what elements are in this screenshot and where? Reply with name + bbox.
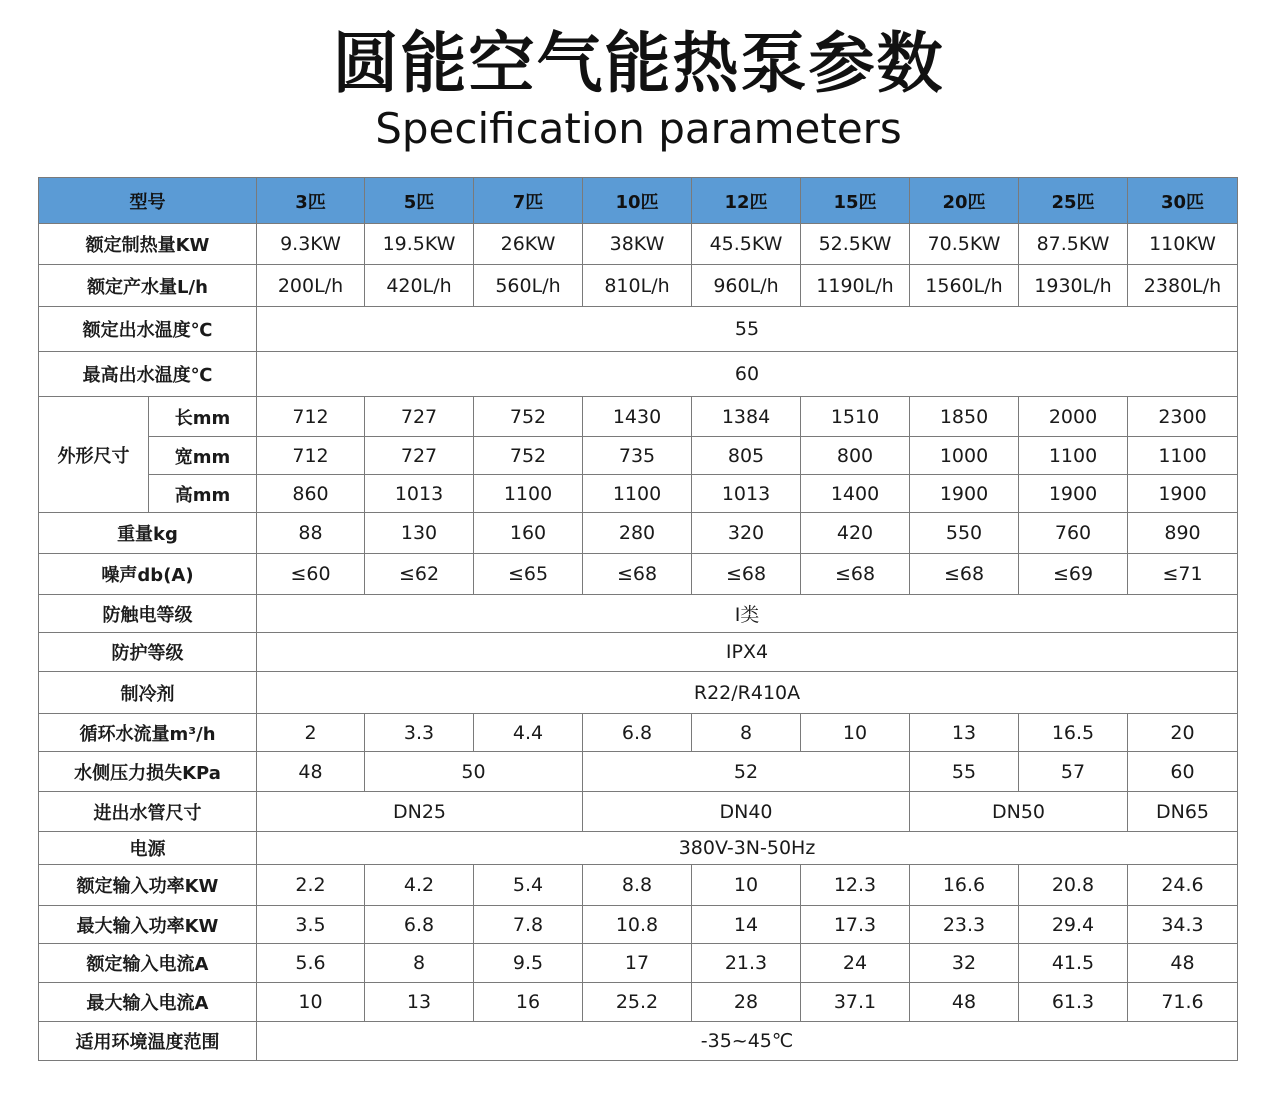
spec-table [38,177,1238,1061]
value-cell: 1190L/h [801,265,910,307]
value-cell: 41.5 [1019,944,1128,983]
value-cell: 2380L/h [1128,265,1238,307]
value-cell: 550 [910,513,1019,554]
value-cell: 420 [801,513,910,554]
value-cell: ≤68 [692,554,801,595]
value-cell: 10 [801,714,910,752]
value-cell: 10.8 [583,906,692,944]
value-cell: 727 [365,397,474,437]
value-cell: 23.3 [910,906,1019,944]
value-cell: DN65 [1128,792,1238,832]
value-cell: 1000 [910,437,1019,475]
row-label: 最大输入功率KW [39,906,257,944]
table-row [39,906,1238,944]
table-row [39,352,1238,397]
sub-row-label: 宽mm [149,437,257,475]
value-cell: 560L/h [474,265,583,307]
value-cell: 26KW [474,224,583,265]
value-cell: 55 [257,307,1238,352]
value-cell: -35~45℃ [257,1022,1238,1061]
row-label: 额定输入电流A [39,944,257,983]
table-row [39,983,1238,1022]
value-cell: 8 [365,944,474,983]
value-cell: 110KW [1128,224,1238,265]
table-row [39,672,1238,714]
sub-row-label: 长mm [149,397,257,437]
value-cell: 60 [1128,752,1238,792]
value-cell: 17 [583,944,692,983]
value-cell: 52.5KW [801,224,910,265]
model-cell: 10匹 [583,178,692,224]
row-label: 重量kg [39,513,257,554]
row-label: 制冷剂 [39,672,257,714]
row-label: 额定出水温度℃ [39,307,257,352]
value-cell: ≤71 [1128,554,1238,595]
value-cell: 70.5KW [910,224,1019,265]
value-cell: 71.6 [1128,983,1238,1022]
table-row [39,595,1238,633]
value-cell: 752 [474,397,583,437]
value-cell: 1013 [692,475,801,513]
row-label: 噪声db(A) [39,554,257,595]
value-cell: 3.5 [257,906,365,944]
value-cell: 5.6 [257,944,365,983]
row-label: 额定制热量KW [39,224,257,265]
row-label: 水侧压力损失KPa [39,752,257,792]
value-cell: ≤68 [583,554,692,595]
value-cell: 34.3 [1128,906,1238,944]
value-cell: 160 [474,513,583,554]
table-row [39,307,1238,352]
table-row [39,513,1238,554]
value-cell: 130 [365,513,474,554]
table-row [39,265,1238,307]
value-cell: 1400 [801,475,910,513]
value-cell: 1560L/h [910,265,1019,307]
model-cell: 7匹 [474,178,583,224]
value-cell: ≤69 [1019,554,1128,595]
value-cell: 38KW [583,224,692,265]
value-cell: 810L/h [583,265,692,307]
value-cell: 760 [1019,513,1128,554]
table-row [39,714,1238,752]
value-cell: 55 [910,752,1019,792]
value-cell: 890 [1128,513,1238,554]
value-cell: 88 [257,513,365,554]
value-cell: ≤68 [910,554,1019,595]
value-cell: 1930L/h [1019,265,1128,307]
value-cell: 5.4 [474,865,583,906]
value-cell: 7.8 [474,906,583,944]
row-label: 进出水管尺寸 [39,792,257,832]
value-cell: 10 [692,865,801,906]
value-cell: 24.6 [1128,865,1238,906]
value-cell: 1384 [692,397,801,437]
value-cell: 20.8 [1019,865,1128,906]
value-cell: 48 [910,983,1019,1022]
value-cell: 19.5KW [365,224,474,265]
value-cell: 21.3 [692,944,801,983]
table-row [39,437,1238,475]
value-cell: 1850 [910,397,1019,437]
value-cell: 800 [801,437,910,475]
value-cell: 29.4 [1019,906,1128,944]
page-subtitle: Specification parameters [375,104,902,153]
value-cell: 200L/h [257,265,365,307]
value-cell: 280 [583,513,692,554]
row-label: 防护等级 [39,633,257,672]
value-cell: 8.8 [583,865,692,906]
value-cell: DN50 [910,792,1128,832]
value-cell: 13 [910,714,1019,752]
row-label: 适用环境温度范围 [39,1022,257,1061]
value-cell: 805 [692,437,801,475]
value-cell: 860 [257,475,365,513]
header-row [39,178,1238,224]
value-cell: 17.3 [801,906,910,944]
table-row [39,554,1238,595]
value-cell: 60 [257,352,1238,397]
table-row [39,397,1238,437]
row-label: 循环水流量m³/h [39,714,257,752]
value-cell: ≤62 [365,554,474,595]
model-cell: 3匹 [257,178,365,224]
row-label: 防触电等级 [39,595,257,633]
table-row [39,475,1238,513]
table-row [39,792,1238,832]
value-cell: 6.8 [365,906,474,944]
value-cell: 1900 [1128,475,1238,513]
value-cell: 20 [1128,714,1238,752]
model-cell: 30匹 [1128,178,1238,224]
table-row [39,865,1238,906]
value-cell: 752 [474,437,583,475]
value-cell: 1100 [583,475,692,513]
value-cell: 1900 [1019,475,1128,513]
value-cell: IPX4 [257,633,1238,672]
value-cell: 48 [1128,944,1238,983]
value-cell: I类 [257,595,1238,633]
value-cell: ≤68 [801,554,910,595]
value-cell: 1900 [910,475,1019,513]
row-label: 额定产水量L/h [39,265,257,307]
value-cell: ≤65 [474,554,583,595]
value-cell: 420L/h [365,265,474,307]
value-cell: DN25 [257,792,583,832]
value-cell: 10 [257,983,365,1022]
value-cell: 1100 [474,475,583,513]
value-cell: 61.3 [1019,983,1128,1022]
value-cell: 1510 [801,397,910,437]
value-cell: DN40 [583,792,910,832]
table-row [39,1022,1238,1061]
value-cell: 2000 [1019,397,1128,437]
value-cell: 1430 [583,397,692,437]
model-cell: 25匹 [1019,178,1128,224]
sub-row-label: 高mm [149,475,257,513]
value-cell: 50 [365,752,583,792]
value-cell: 4.4 [474,714,583,752]
value-cell: 1013 [365,475,474,513]
value-cell: 727 [365,437,474,475]
value-cell: 4.2 [365,865,474,906]
value-cell: 2 [257,714,365,752]
value-cell: 320 [692,513,801,554]
model-cell: 5匹 [365,178,474,224]
value-cell: 8 [692,714,801,752]
value-cell: 712 [257,437,365,475]
value-cell: 48 [257,752,365,792]
value-cell: 24 [801,944,910,983]
table-row [39,224,1238,265]
value-cell: 6.8 [583,714,692,752]
value-cell: 1100 [1128,437,1238,475]
value-cell: 14 [692,906,801,944]
value-cell: 13 [365,983,474,1022]
value-cell: 32 [910,944,1019,983]
value-cell: 87.5KW [1019,224,1128,265]
value-cell: 37.1 [801,983,910,1022]
table-row [39,832,1238,865]
table-row [39,752,1238,792]
header-label: 型号 [39,178,257,224]
row-label: 电源 [39,832,257,865]
value-cell: 735 [583,437,692,475]
value-cell: 45.5KW [692,224,801,265]
value-cell: 960L/h [692,265,801,307]
value-cell: R22/R410A [257,672,1238,714]
value-cell: 2.2 [257,865,365,906]
value-cell: 380V-3N-50Hz [257,832,1238,865]
value-cell: 12.3 [801,865,910,906]
value-cell: 57 [1019,752,1128,792]
value-cell: 9.3KW [257,224,365,265]
page-title: 圆能空气能热泵参数 [332,25,945,102]
value-cell: 712 [257,397,365,437]
row-label: 最高出水温度℃ [39,352,257,397]
value-cell: 52 [583,752,910,792]
table-row [39,633,1238,672]
value-cell: 16.6 [910,865,1019,906]
value-cell: 16 [474,983,583,1022]
value-cell: 25.2 [583,983,692,1022]
value-cell: 3.3 [365,714,474,752]
value-cell: ≤60 [257,554,365,595]
value-cell: 2300 [1128,397,1238,437]
table-row [39,944,1238,983]
value-cell: 9.5 [474,944,583,983]
row-label: 外形尺寸 [39,397,149,513]
row-label: 额定输入功率KW [39,865,257,906]
model-cell: 12匹 [692,178,801,224]
value-cell: 1100 [1019,437,1128,475]
row-label: 最大输入电流A [39,983,257,1022]
value-cell: 16.5 [1019,714,1128,752]
model-cell: 15匹 [801,178,910,224]
value-cell: 28 [692,983,801,1022]
model-cell: 20匹 [910,178,1019,224]
